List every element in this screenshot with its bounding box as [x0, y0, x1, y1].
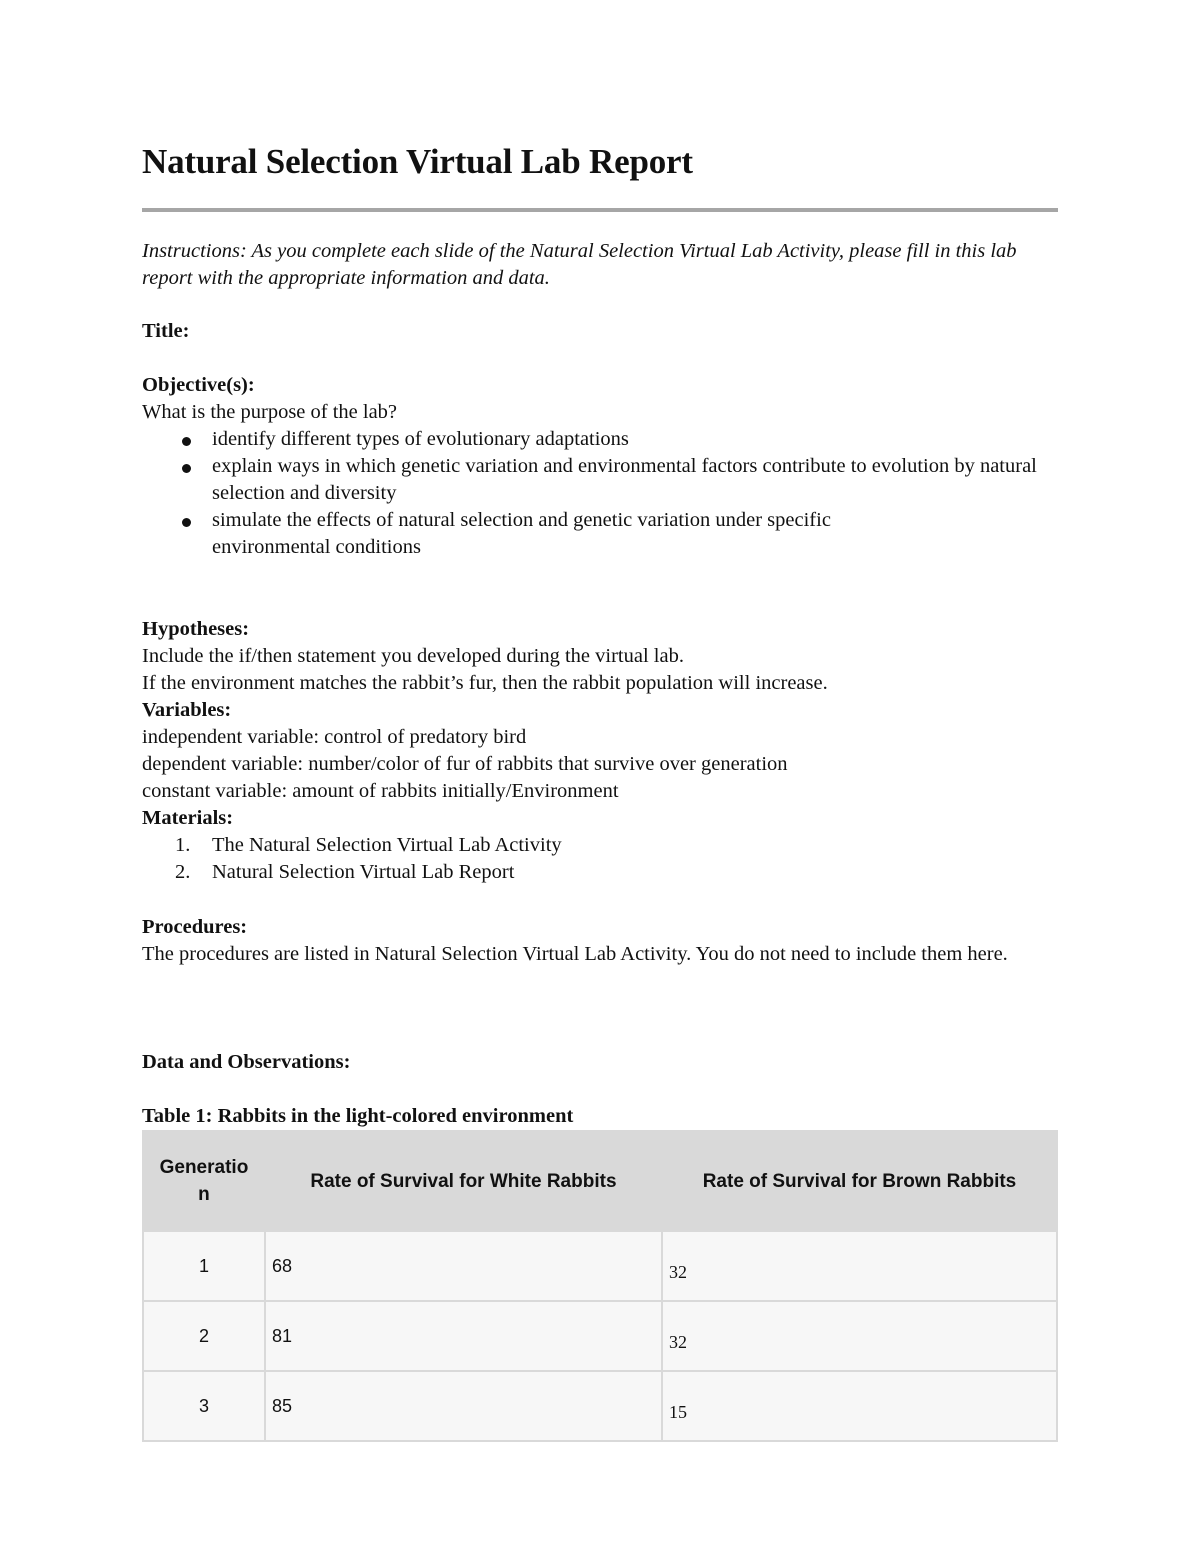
materials-list — [142, 832, 1058, 886]
objectives-heading: Objective(s): — [142, 374, 255, 396]
material-text: Natural Selection Virtual Lab Report — [212, 861, 515, 883]
hypotheses-section — [142, 616, 1058, 886]
hypotheses-heading: Hypotheses: — [142, 618, 250, 640]
rabbit-survival-table — [142, 1130, 1058, 1442]
materials-heading: Materials: — [142, 807, 234, 829]
column-header-brown: Rate of Survival for Brown Rabbits — [662, 1131, 1057, 1231]
column-header-white: Rate of Survival for White Rabbits — [265, 1131, 662, 1231]
constant-variable: constant variable: amount of rabbits initially/Environment — [142, 780, 619, 802]
material-text: The Natural Selection Virtual Lab Activity — [212, 834, 562, 856]
generation-cell: 2 — [143, 1301, 265, 1371]
independent-variable: independent variable: control of predatory bird — [142, 726, 527, 748]
table-header-row — [143, 1131, 1057, 1231]
list-item: explain ways in which genetic variation and environmental factors contribute to evolution by natural selection and diversity — [142, 453, 1058, 507]
table-caption: Table 1: Rabbits in the light-colored environment — [142, 1103, 1058, 1131]
objectives-section — [142, 372, 1058, 561]
instructions-text: Instructions: As you complete each slide of the Natural Selection Virtual Lab Activity, please fill in this lab report with the appropriate information and data. — [142, 240, 1017, 289]
procedures-heading: Procedures: — [142, 916, 248, 938]
white-survival-cell: 85 — [265, 1371, 662, 1441]
objectives-question: What is the purpose of the lab? — [142, 401, 398, 423]
list-item: simulate the effects of natural selection and genetic variation under specific environmental conditions — [142, 507, 1058, 561]
list-item — [142, 832, 1058, 859]
generation-cell: 3 — [143, 1371, 265, 1441]
title-divider — [142, 208, 1058, 212]
table-row — [143, 1231, 1057, 1301]
list-number: 2. — [175, 861, 191, 883]
procedures-text: The procedures are listed in Natural Selection Virtual Lab Activity. You do not need to include them here. — [142, 943, 1008, 965]
column-header-generation: Generation — [143, 1131, 265, 1231]
brown-survival-cell: 32 — [662, 1301, 1057, 1371]
generation-cell: 1 — [143, 1231, 265, 1301]
list-item: identify different types of evolutionary adaptations — [142, 426, 1058, 453]
dependent-variable: dependent variable: number/color of fur of rabbits that survive over generation — [142, 753, 788, 775]
brown-survival-cell: 32 — [662, 1231, 1057, 1301]
brown-survival-cell: 15 — [662, 1371, 1057, 1441]
hypotheses-answer: If the environment matches the rabbit’s fur, then the rabbit population will increase. — [142, 672, 828, 694]
hypotheses-prompt: Include the if/then statement you developed during the virtual lab. — [142, 645, 684, 667]
variables-heading: Variables: — [142, 699, 232, 721]
title-label: Title: — [142, 320, 190, 342]
objectives-list — [142, 426, 1058, 561]
procedures-section — [142, 914, 1058, 968]
table-row — [143, 1301, 1057, 1371]
list-number: 1. — [175, 834, 191, 856]
page-title: Natural Selection Virtual Lab Report — [142, 142, 693, 181]
table-row — [143, 1371, 1057, 1441]
data-observations-heading: Data and Observations: — [142, 1051, 351, 1073]
list-item — [142, 859, 1058, 886]
white-survival-cell: 68 — [265, 1231, 662, 1301]
white-survival-cell: 81 — [265, 1301, 662, 1371]
